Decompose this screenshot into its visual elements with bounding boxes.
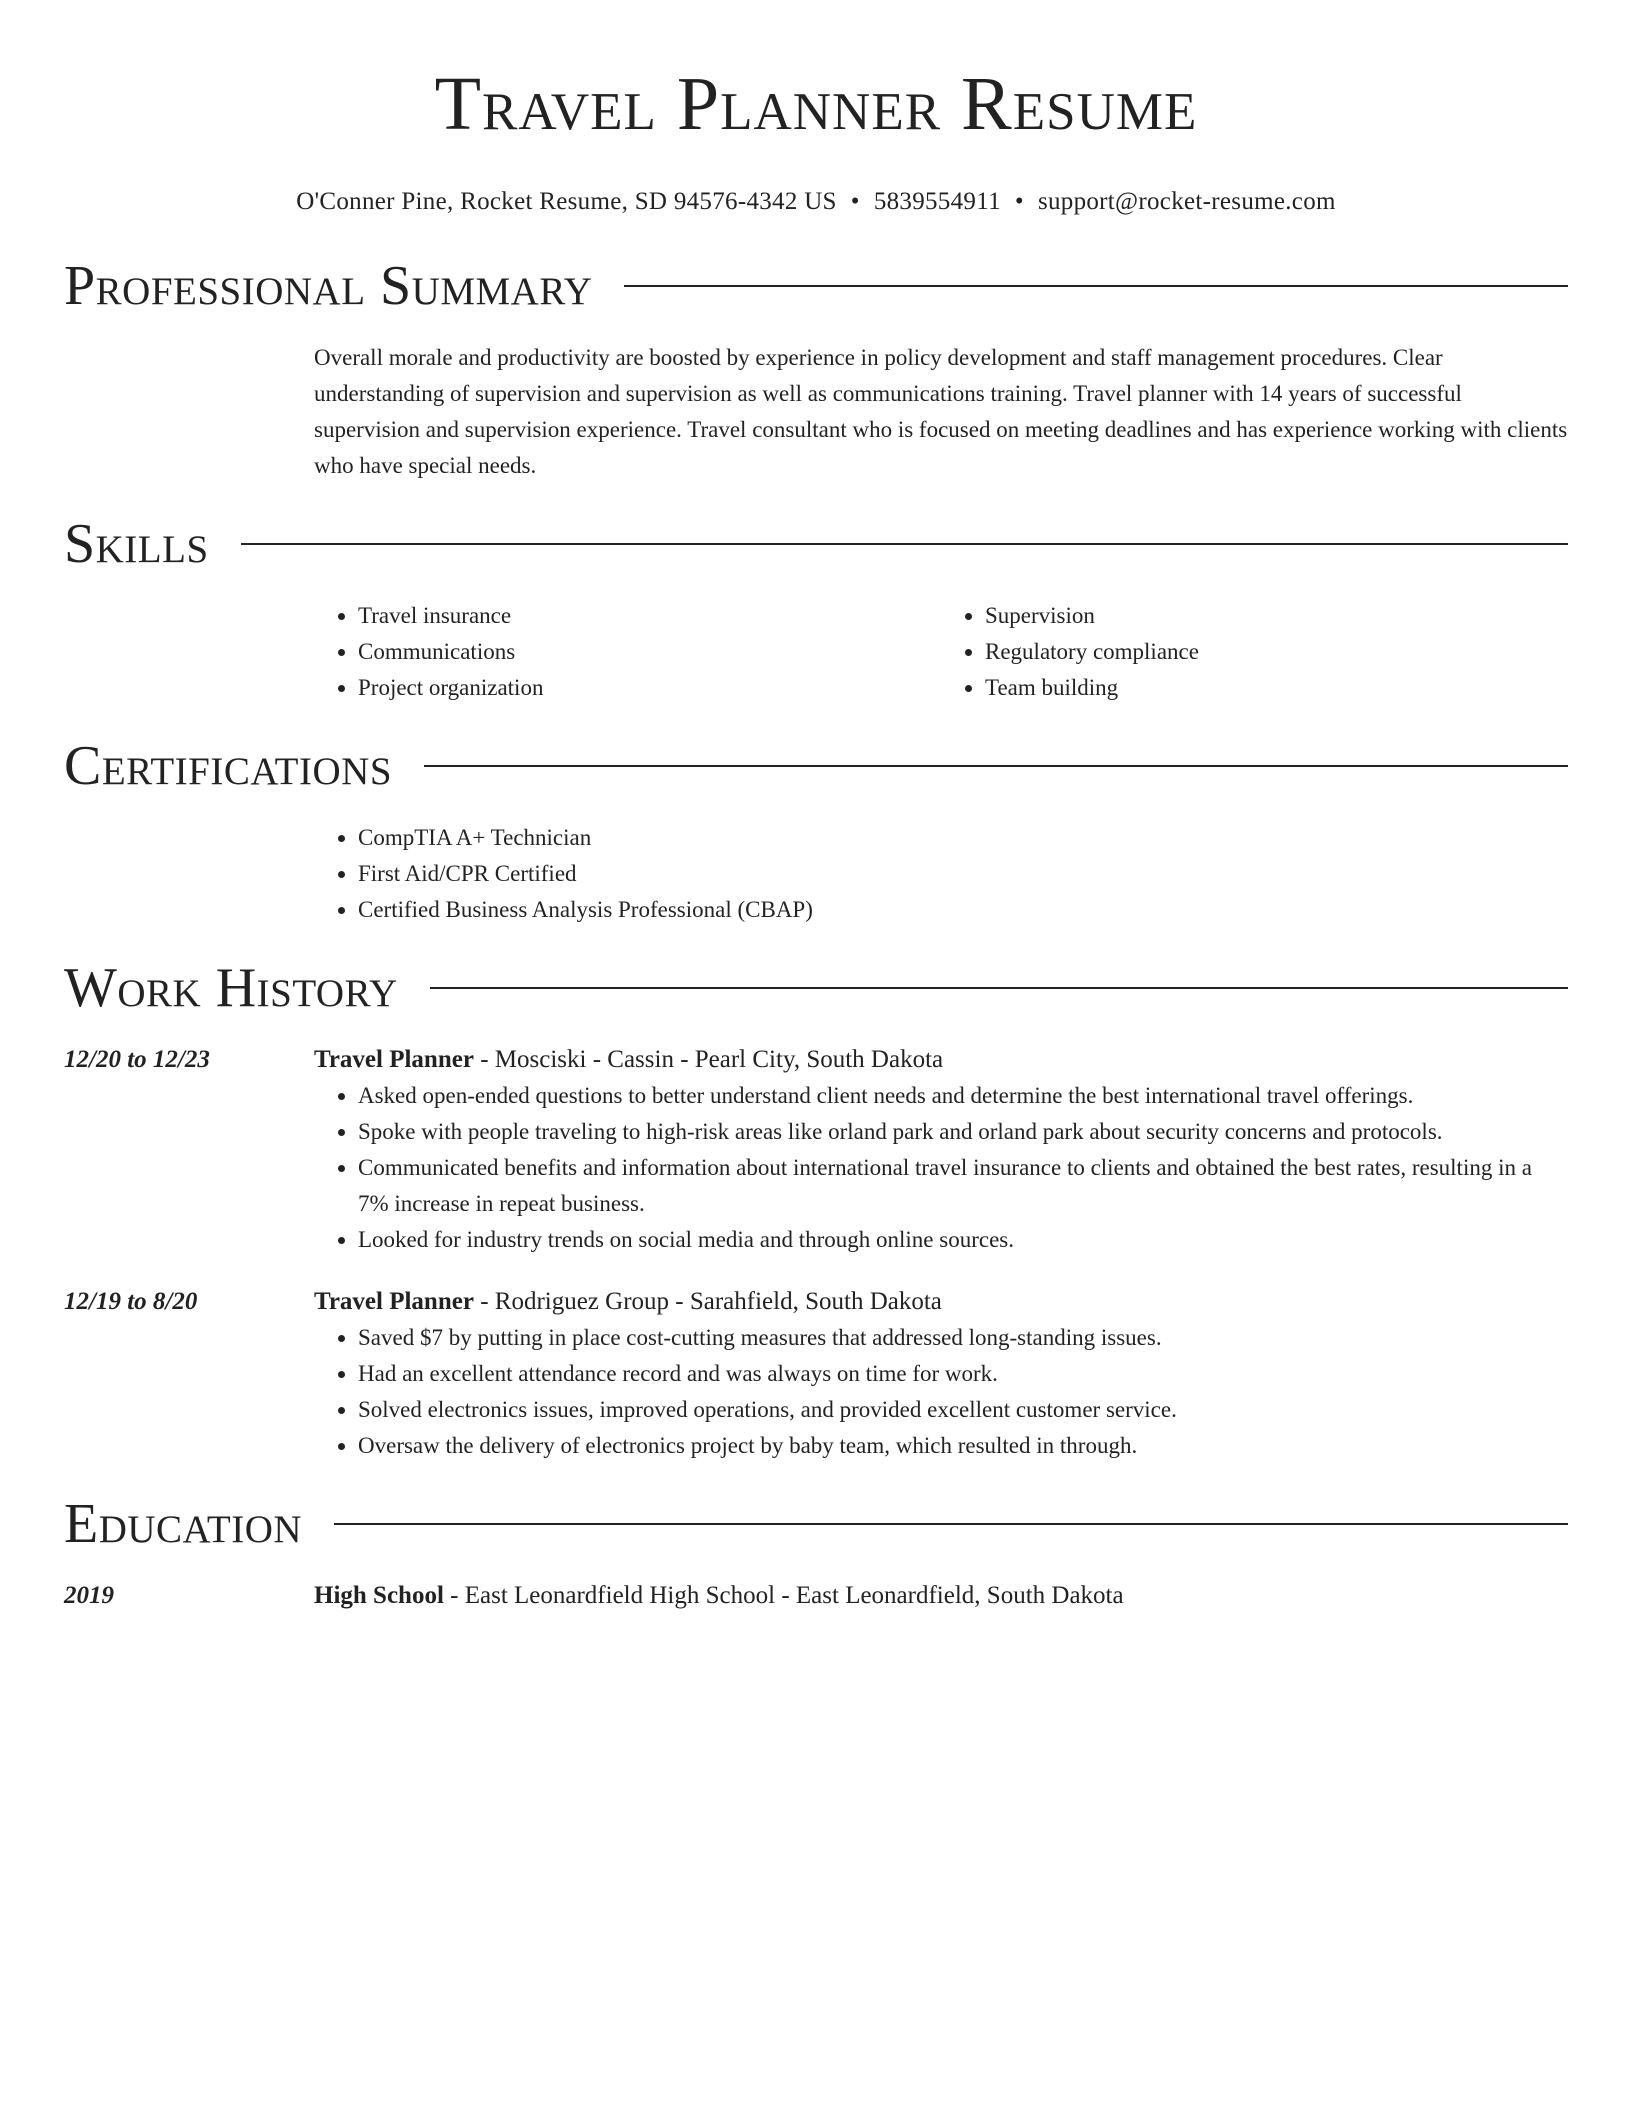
contact-separator: • xyxy=(850,188,860,215)
section-header xyxy=(64,956,1568,1020)
certification-item: • Certified Business Analysis Professional (CBAP) xyxy=(358,892,1568,928)
work-history-section xyxy=(64,956,1568,1464)
job-bullet: • Saved $7 by putting in place cost-cutting measures that addressed long-standing issues. xyxy=(358,1320,1568,1356)
section-title-summary: Professional Summary xyxy=(64,255,593,317)
summary-body xyxy=(314,340,1568,484)
work-history-list xyxy=(64,1042,1568,1464)
section-title-work-history: Work History xyxy=(64,957,398,1019)
contact-address: O'Conner Pine, Rocket Resume, SD 94576-4342 US xyxy=(296,188,837,215)
job-bullet: • Asked open-ended questions to better understand client needs and determine the best international travel offerings. xyxy=(358,1078,1568,1114)
job-bullet: • Spoke with people traveling to high-risk areas like orland park and orland park about security concerns and protocols. xyxy=(358,1114,1568,1150)
skills-section xyxy=(64,512,1568,706)
section-header xyxy=(64,254,1568,318)
education-content xyxy=(314,1578,1568,1614)
job-role: Travel Planner xyxy=(314,1046,474,1073)
section-header xyxy=(64,512,1568,576)
certification-item: • CompTIA A+ Technician xyxy=(358,820,1568,856)
contact-line xyxy=(64,186,1568,218)
job-content xyxy=(314,1042,1568,1258)
education-section xyxy=(64,1492,1568,1614)
job-bullet: • Solved electronics issues, improved operations, and provided excellent customer service. xyxy=(358,1392,1568,1428)
job-bullet: • Oversaw the delivery of electronics project by baby team, which resulted in through. xyxy=(358,1428,1568,1464)
job-heading xyxy=(314,1284,1568,1320)
section-title-skills: Skills xyxy=(64,513,209,575)
job-heading xyxy=(314,1042,1568,1078)
job-dates: 12/19 to 8/20 xyxy=(64,1288,198,1315)
contact-phone: 5839554911 xyxy=(873,188,1001,215)
section-divider xyxy=(424,765,1568,767)
education-degree: High School xyxy=(314,1582,444,1609)
skill-item: • Team building xyxy=(985,670,1568,706)
skill-item: • Supervision xyxy=(985,598,1568,634)
section-title-certifications: Certifications xyxy=(64,735,393,797)
job-company: - Mosciski - Cassin - Pearl City, South Dakota xyxy=(473,1046,944,1073)
job-responsibilities xyxy=(314,1320,1568,1464)
job-role: Travel Planner xyxy=(314,1288,474,1315)
section-divider xyxy=(430,987,1568,989)
skills-list xyxy=(314,598,1568,706)
job-dates: 12/20 to 12/23 xyxy=(64,1046,210,1073)
skill-item: • Project organization xyxy=(358,670,941,706)
job-entry xyxy=(64,1284,1568,1464)
job-bullet: • Had an excellent attendance record and was always on time for work. xyxy=(358,1356,1568,1392)
summary-text: Overall morale and productivity are boosted by experience in policy development and staff management procedures. Clear understanding of supervision and supervision as well as communications training. Travel planner with 14 years of successful supervision and supervision experience. Travel consultant who is focused on meeting deadlines and has experience working with clients who have special needs. xyxy=(314,345,1568,478)
section-divider xyxy=(241,543,1568,545)
contact-email: support@rocket-resume.com xyxy=(1037,188,1336,215)
skill-item: • Regulatory compliance xyxy=(985,634,1568,670)
certifications-list xyxy=(314,820,1568,928)
section-header xyxy=(64,734,1568,798)
education-school: - East Leonardfield High School - East Leonardfield, South Dakota xyxy=(443,1582,1124,1609)
job-bullet: • Communicated benefits and information about international travel insurance to clients and obtained the best rates, resulting in a 7% increase in repeat business. xyxy=(358,1150,1568,1222)
summary-section xyxy=(64,254,1568,484)
education-entry xyxy=(64,1578,1568,1614)
education-list xyxy=(64,1578,1568,1614)
job-company: - Rodriguez Group - Sarahfield, South Dakota xyxy=(473,1288,942,1315)
section-title-education: Education xyxy=(64,1493,303,1555)
resume-title: Travel Planner Resume xyxy=(434,62,1198,146)
job-bullet: • Looked for industry trends on social media and through online sources. xyxy=(358,1222,1568,1258)
job-content xyxy=(314,1284,1568,1464)
certification-item: • First Aid/CPR Certified xyxy=(358,856,1568,892)
skill-item: • Communications xyxy=(358,634,941,670)
section-divider xyxy=(334,1523,1568,1525)
education-heading xyxy=(314,1578,1568,1614)
skills-column-right xyxy=(941,598,1568,706)
skills-column-left xyxy=(314,598,941,706)
skill-item: • Travel insurance xyxy=(358,598,941,634)
job-entry xyxy=(64,1042,1568,1258)
certifications-body xyxy=(314,820,1568,928)
section-header xyxy=(64,1492,1568,1556)
section-divider xyxy=(624,285,1568,287)
contact-separator: • xyxy=(1014,188,1024,215)
job-responsibilities xyxy=(314,1078,1568,1258)
certifications-section xyxy=(64,734,1568,928)
education-year: 2019 xyxy=(64,1582,114,1609)
